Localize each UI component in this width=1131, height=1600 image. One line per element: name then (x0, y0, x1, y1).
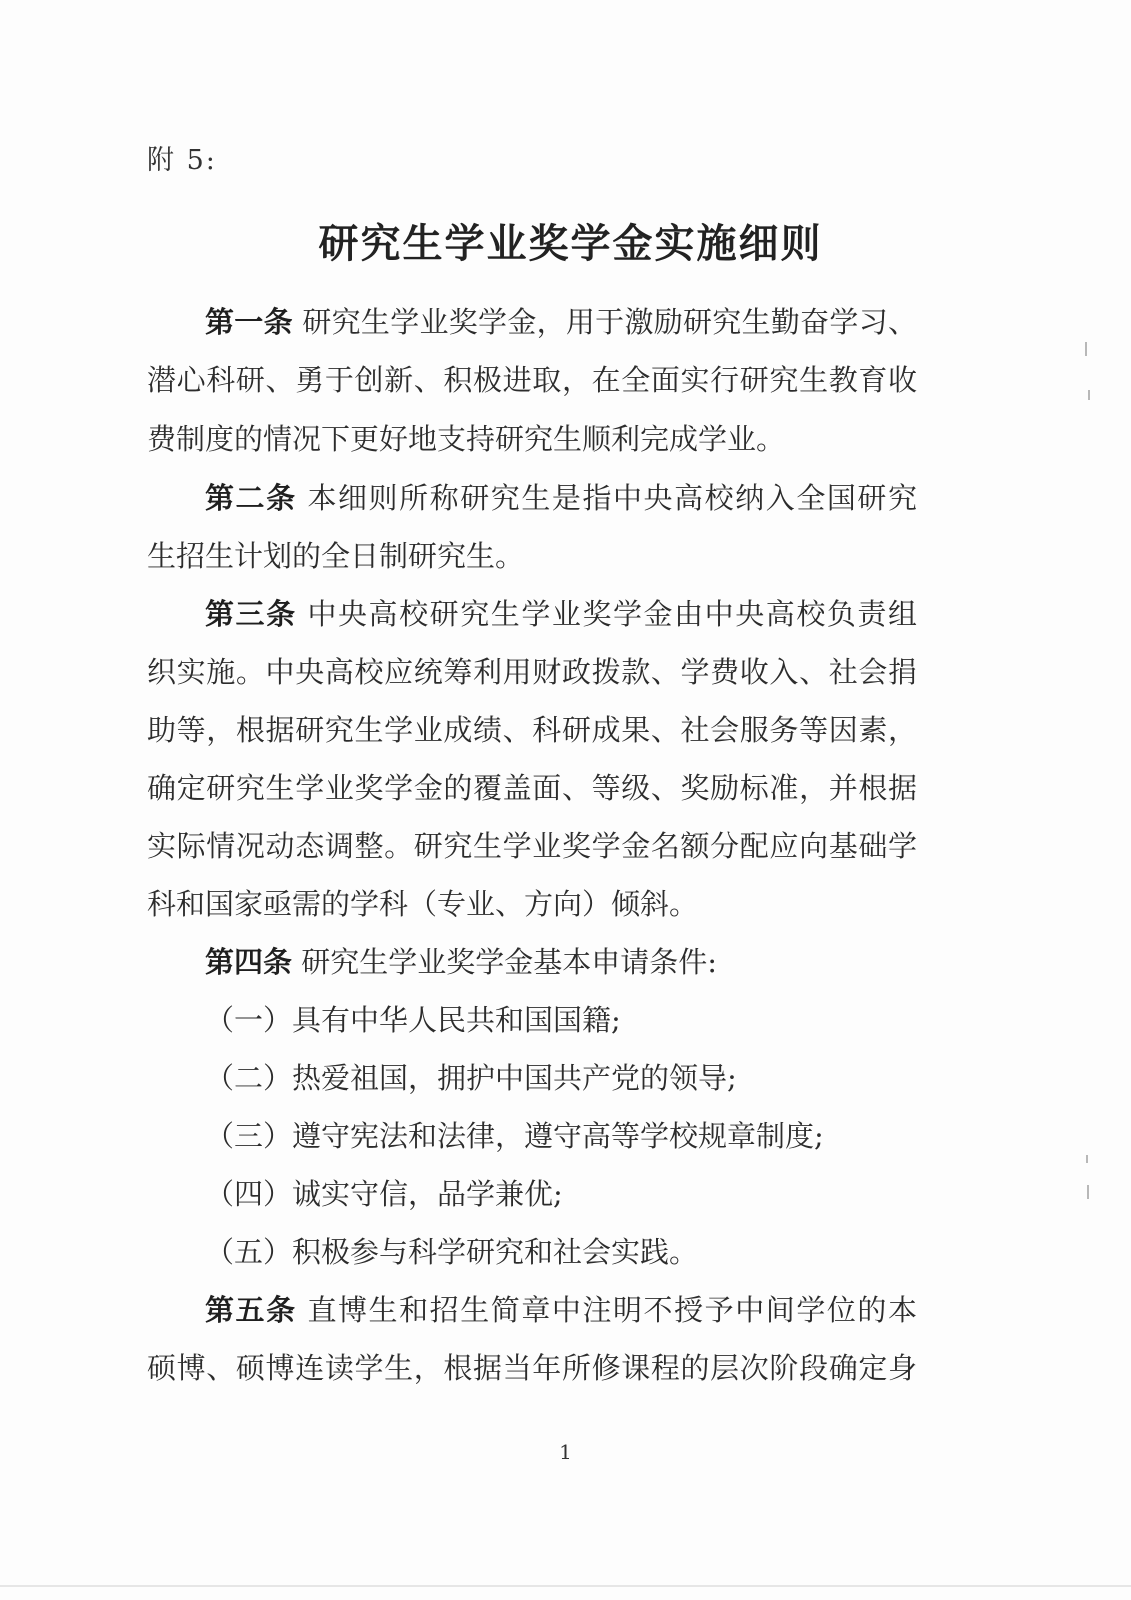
scan-artifact (1087, 1185, 1089, 1199)
article-4-line-1 (205, 942, 917, 982)
article-1-line-2: 潜心科研、勇于创新、积极进取，在全面实行研究生教育收 (147, 363, 917, 397)
article-4-item: （一）具有中华人民共和国国籍; (205, 1003, 621, 1037)
scan-artifact (1088, 390, 1090, 400)
article-3-line-3: 助等，根据研究生学业成绩、科研成果、社会服务等因素， (147, 713, 917, 747)
article-3-text: 中央高校研究生学业奖学金由中央高校负责组 (307, 597, 917, 631)
article-4-item: （三）遵守宪法和法律，遵守高等学校规章制度; (205, 1119, 824, 1153)
article-3-line-4: 确定研究生学业奖学金的覆盖面、等级、奖励标准，并根据 (147, 771, 917, 805)
article-4-heading: 第四条 (205, 945, 293, 979)
article-4-item: （二）热爱祖国，拥护中国共产党的领导; (205, 1061, 737, 1095)
article-3-line-1 (205, 594, 917, 634)
article-5-line-2: 硕博、硕博连读学生，根据当年所修课程的层次阶段确定身 (147, 1351, 917, 1385)
page-number: 1 (559, 1440, 572, 1464)
article-1-heading: 第一条 (205, 305, 293, 339)
article-4-item: （四）诚实守信，品学兼优; (205, 1177, 563, 1211)
article-1-text: 研究生学业奖学金，用于激励研究生勤奋学习、 (302, 305, 917, 339)
document-title: 研究生学业奖学金实施细则 (318, 220, 823, 267)
article-4-text: 研究生学业奖学金基本申请条件: (301, 945, 718, 979)
scan-artifact (1085, 342, 1087, 356)
scan-artifact (1086, 1155, 1088, 1163)
bottom-scan-edge (0, 1585, 1131, 1587)
article-3-line-6: 科和国家亟需的学科（专业、方向）倾斜。 (147, 887, 699, 921)
article-1-line-1 (205, 302, 917, 342)
attachment-label: 附 5: (147, 145, 217, 176)
article-3-heading: 第三条 (205, 597, 297, 631)
article-4-item: （五）积极参与科学研究和社会实践。 (205, 1235, 699, 1269)
article-2-text: 本细则所称研究生是指中央高校纳入全国研究 (307, 481, 917, 515)
article-3-line-5: 实际情况动态调整。研究生学业奖学金名额分配应向基础学 (147, 829, 917, 863)
article-3-line-2: 织实施。中央高校应统筹利用财政拨款、学费收入、社会捐 (147, 655, 917, 689)
article-5-line-1 (205, 1290, 917, 1330)
article-2-line-1 (205, 478, 917, 518)
article-1-line-3: 费制度的情况下更好地支持研究生顺利完成学业。 (147, 422, 786, 456)
article-2-heading: 第二条 (205, 481, 297, 515)
article-2-line-2: 生招生计划的全日制研究生。 (147, 539, 525, 573)
article-5-text: 直博生和招生简章中注明不授予中间学位的本 (307, 1293, 917, 1327)
article-5-heading: 第五条 (205, 1293, 297, 1327)
